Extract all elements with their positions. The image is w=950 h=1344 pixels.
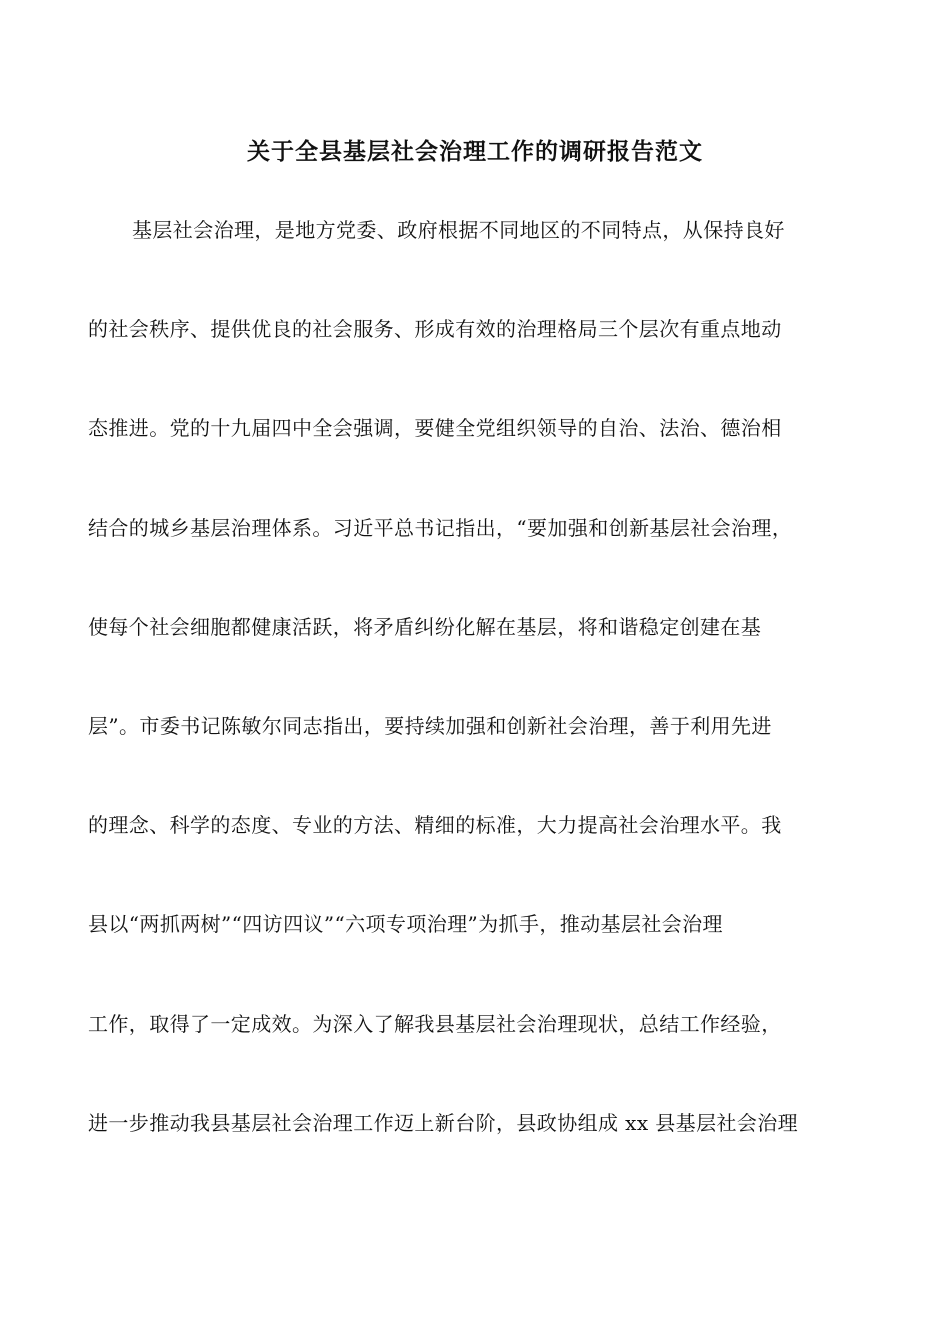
body-line-3: 态推进。党的十九届四中全会强调，要健全党组织领导的自治、法治、德治相 <box>88 416 782 441</box>
body-line-9: 工作，取得了一定成效。为深入了解我县基层社会治理现状，总结工作经验， <box>88 1011 782 1036</box>
body-line-6: 层”。市委书记陈敏尔同志指出，要持续加强和创新社会治理，善于利用先进 <box>88 713 772 738</box>
body-line-1: 基层社会治理，是地方党委、政府根据不同地区的不同特点，从保持良好 <box>132 218 785 242</box>
body-line-2: 的社会秩序、提供优良的社会服务、形成有效的治理格局三个层次有重点地动 <box>88 317 782 342</box>
document-title: 关于全县基层社会治理工作的调研报告范文 <box>247 138 703 165</box>
body-line-5: 使每个社会细胞都健康活跃，将矛盾纠纷化解在基层，将和谐稳定创建在基 <box>88 614 762 639</box>
body-line-10: 进一步推动我县基层社会治理工作迈上新台阶，县政协组成 xx 县基层社会治理 <box>88 1110 799 1135</box>
body-line-7: 的理念、科学的态度、专业的方法、精细的标准，大力提高社会治理水平。我 <box>88 813 782 838</box>
body-line-4: 结合的城乡基层治理体系。习近平总书记指出，“要加强和创新基层社会治理， <box>88 515 793 540</box>
body-line-8: 县以“两抓两树”“四访四议”“六项专项治理”为抓手，推动基层社会治理 <box>88 912 723 937</box>
document-body <box>88 212 868 1204</box>
